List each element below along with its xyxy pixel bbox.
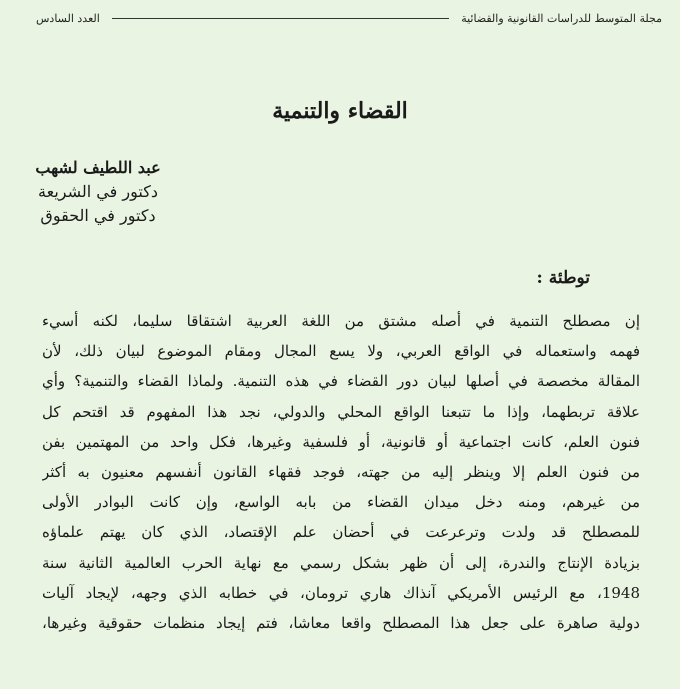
body-line: من فنون العلم إلا وينظر إليه من جهته، فوجد فقهاء القانون أنفسهم معنيون به أكثر: [42, 462, 640, 481]
article-title: القضاء والتنمية: [272, 98, 408, 124]
body-line: إن مصطلح التنمية في أصله مشتق من اللغة العربية اشتقاقا سليما، لكنه أسيء: [42, 312, 640, 330]
body-text: [42, 306, 640, 638]
body-line: المقالة مخصصة في أصلها لبيان دور القضاء في هذه التنمية. ولماذا القضاء والتنمية؟ وأي: [42, 372, 640, 391]
author-title-2: دكتور في الحقوق: [40, 206, 156, 225]
author-title-1: دكتور في الشريعة: [38, 182, 158, 201]
body-line: بزيادة الإنتاج والندرة، إلى أن ظهر بشكل رسمي مع نهاية الحرب العالمية الثانية سنة: [42, 553, 640, 572]
header-rule: [112, 18, 449, 19]
section-heading: توطئة :: [536, 268, 590, 288]
running-header: [36, 8, 662, 28]
body-line: دولية صاهرة على جعل هذا المصطلح واقعا معاشا، فتم إيجاد منظمات حقوقية وغيرها،: [42, 613, 640, 632]
body-line: فنون العلم، كانت اجتماعية أو قانونية، أو فلسفية وغيرها، فكل واحد من المهتمين بفن: [42, 432, 640, 451]
body-line: علاقة تربطهما، وإذا ما تتبعنا الواقع المحلي والدولي، نجد هذا المفهوم قد اقتحم كل: [42, 402, 640, 421]
body-line: للمصطلح قد ولدت وترعرعت في أحضان علم الإقتصاد، الذي كان يهتم علماؤه: [42, 523, 640, 542]
body-line: فهمه واستعماله في الواقع العربي، ولا يسع المجال ومقام الموضوع لبيان ذلك، لأن: [42, 342, 640, 361]
body-line: من غيرهم، ومنه دخل ميدان القضاء من بابه الواسع، وإن كانت البوادر الأولى: [42, 493, 640, 512]
author-block: [8, 156, 188, 228]
issue-label: العدد السادس: [36, 11, 100, 25]
journal-name: مجلة المتوسط للدراسات القانونية والقضائية: [461, 11, 662, 25]
author-name: عبد اللطيف لشهب: [35, 158, 161, 177]
body-line: 1948، مع الرئيس الأمريكي آنذاك هاري ترومان، في خطابه الذي وجهه، لإيجاد آليات: [42, 583, 640, 602]
